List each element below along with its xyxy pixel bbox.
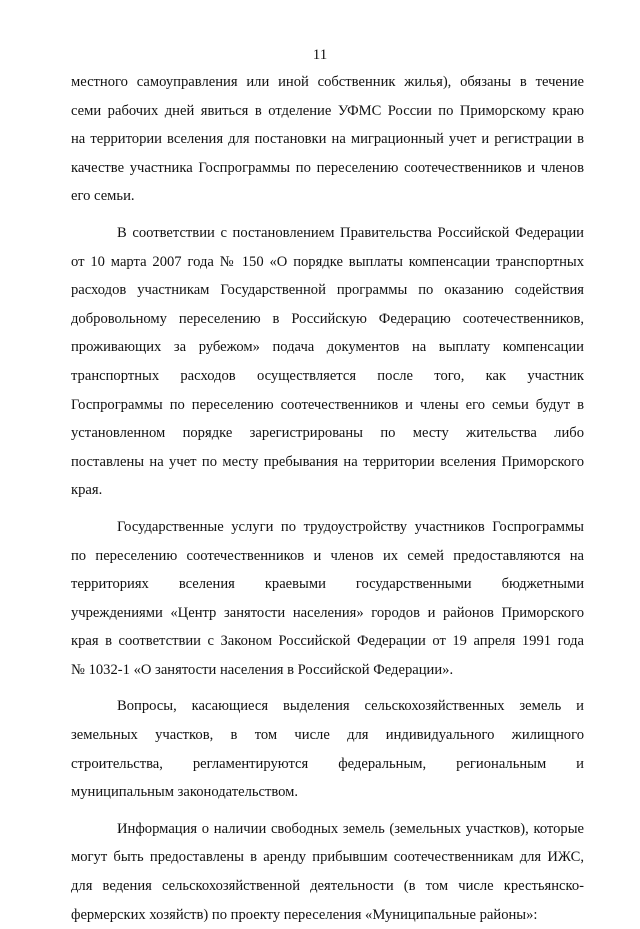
text-line: его семьи.: [71, 188, 135, 205]
text-line: территориях вселения краевыми государственными бюджетными: [71, 576, 584, 593]
text-line: края.: [71, 482, 103, 499]
text-line: местного самоуправления или иной собственник жилья), обязаны в течение: [71, 74, 584, 90]
text-line: транспортных расходов осуществляется после того, как участник: [71, 367, 584, 384]
text-line: земельных участков, в том числе для индивидуального жилищного: [71, 727, 584, 744]
text-line: № 1032-1 «О занятости населения в Российской Федерации».: [71, 661, 454, 678]
paragraph-employment: [71, 513, 584, 685]
text-line: муниципальным законодательством.: [71, 784, 299, 801]
text-line: по переселению соотечественников и членов их семей предоставляются на: [71, 547, 584, 564]
text-line: добровольному переселению в Российскую Федерацию соотечественников,: [71, 310, 584, 327]
text-line: Государственные услуги по трудоустройству участников Госпрограммы: [117, 518, 584, 535]
text-line: могут быть предоставлены в аренду прибывшим соотечественникам для ИЖС,: [71, 849, 584, 866]
paragraph-compensation: [71, 219, 584, 505]
page-number: 11: [312, 47, 328, 63]
text-line: на территории вселения для постановки на миграционный учет и регистрации в: [71, 131, 584, 148]
paragraph-continuation: [71, 68, 584, 211]
text-line: семи рабочих дней явиться в отделение УФМС России по Приморскому краю: [71, 102, 584, 119]
text-line: строительства, регламентируются федеральным, региональным и: [71, 755, 584, 772]
text-line: для ведения сельскохозяйственной деятельности (в том числе крестьянско-: [71, 878, 584, 895]
paragraph-land: [71, 692, 584, 806]
text-line: учреждениями «Центр занятости населения» городов и районов Приморского: [71, 604, 584, 621]
text-line: проживающих за рубежом» подача документов на выплату компенсации: [71, 339, 584, 356]
text-line: качестве участника Госпрограммы по переселению соотечественников и членов: [71, 159, 584, 176]
text-line: расходов участникам Государственной программы по оказанию содействия: [71, 282, 584, 299]
paragraph-free-land-info: [71, 815, 584, 929]
text-line: В соответствии с постановлением Правительства Российской Федерации: [117, 224, 584, 241]
document-body: [71, 68, 584, 929]
text-line: края в соответствии с Законом Российской Федерации от 19 апреля 1991 года: [71, 633, 584, 650]
text-line: Госпрограммы по переселению соотечественников и члены его семьи будут в: [71, 396, 584, 413]
text-line: Информация о наличии свободных земель (земельных участков), которые: [117, 820, 584, 837]
text-line: Вопросы, касающиеся выделения сельскохозяйственных земель и: [117, 698, 584, 715]
text-line: от 10 марта 2007 года № 150 «О порядке выплаты компенсации транспортных: [71, 253, 584, 270]
text-line: установленном порядке зарегистрированы по месту жительства либо: [71, 425, 584, 442]
text-line: фермерских хозяйств) по проекту переселения «Муниципальные районы»:: [71, 906, 538, 923]
text-line: поставлены на учет по месту пребывания на территории вселения Приморского: [71, 453, 584, 470]
